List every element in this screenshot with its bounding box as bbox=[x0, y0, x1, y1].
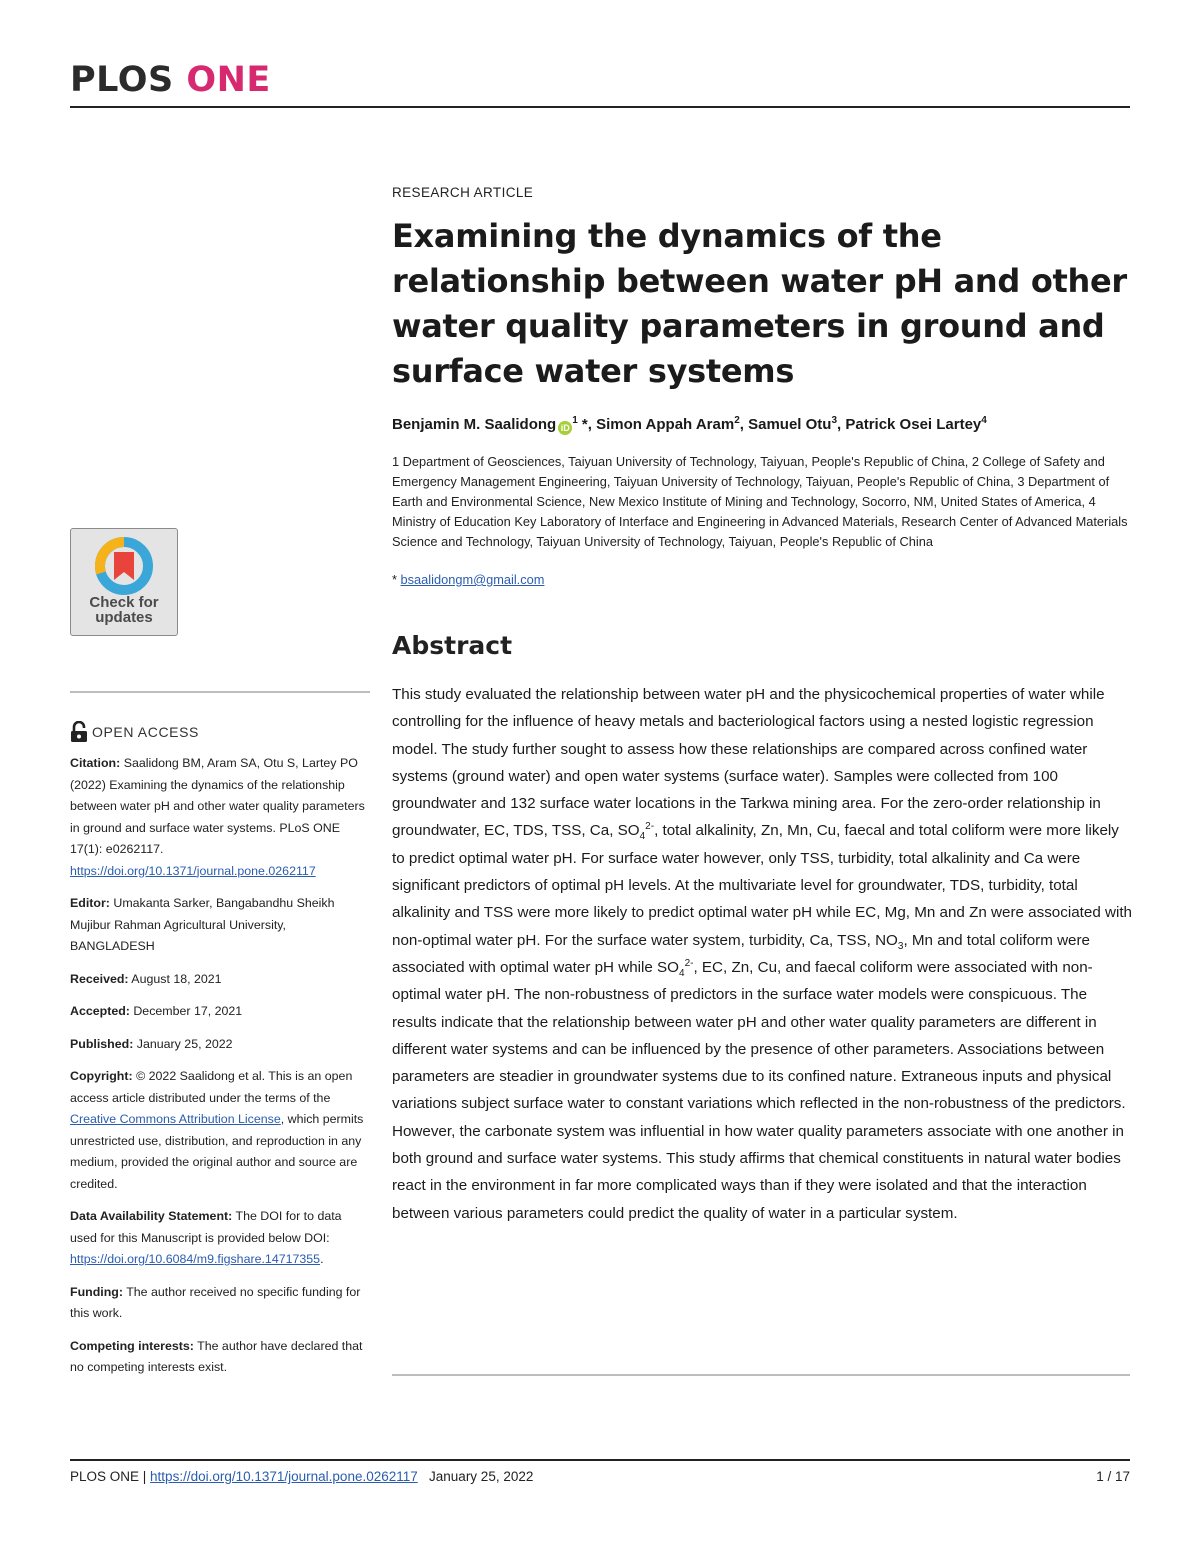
check-for-updates-badge[interactable] bbox=[70, 528, 178, 636]
published-date: Published: January 25, 2022 bbox=[70, 1036, 233, 1051]
footer-left: PLOS ONE | https://doi.org/10.1371/journal.pone.0262117 January 25, 2022 bbox=[70, 1469, 534, 1484]
footer-journal: PLOS ONE bbox=[70, 1469, 140, 1484]
check-for-updates-label: Check for updates bbox=[89, 594, 159, 626]
accepted-date: Accepted: December 17, 2021 bbox=[70, 1004, 243, 1018]
sidebar bbox=[70, 528, 370, 1379]
author-name[interactable]: Benjamin M. Saalidong bbox=[392, 416, 557, 433]
abstract-text: This study evaluated the relationship between water pH and the physicochemical properties of water while controlling for the influence of heavy metals and bacteriological factors using a nested logistic regression model. The study further sought to assess how these relationships are compared across confined water systems (ground water) and open water systems (surface water). Samples were collected from 100 groundwater and 132 surface water locations in the Tarkwa mining area. For the zero-order relationship in groundwater, EC, TDS, TSS, Ca, $SO_4^{2-}$, total alkalinity, Zn, Mn, Cu, faecal and total coliform were more likely to predict optimal water pH. For surface water however, only TSS, turbidity, total alkalinity and Ca were significant predictors of optimal pH levels. At the multivariate level for groundwater, TDS, turbidity, total alkalinity and TSS were more likely to predict optimal water pH while EC, Mg, Mn and Zn were associated with non-optimal water pH. For the surface water system, turbidity, Ca, TSS, $NO_3$, Mn and total coliform were associated with optimal water pH while $SO_4^{2-}$, EC, Zn, Cu, and faecal coliform were associated with non-optimal water pH. The non-robustness of predictors in the surface water models were conspicuous. The results indicate that the relationship between water pH and other water quality parameters are different in different water systems and can be influenced by the presence of other parameters. Associations between parameters are steadier in groundwater systems due to its confined nature. Extraneous inputs and physical variations subject surface water to constant variations which reflected in the non-robustness of the predictors. However, the carbonate system was influential in how water quality parameters associate with one another in both ground and surface water systems. This study affirms that chemical constituents in natural water bodies react in the environment in far more complicated ways than if they were isolated and that the interaction between various parameters could predict the quality of water in a particular system. bbox=[392, 686, 1132, 1222]
author-name[interactable]: Patrick Osei Lartey bbox=[845, 416, 982, 433]
affiliations: 1 Department of Geosciences, Taiyuan University of Technology, Taiyuan, People's Republic of China, 2 College of Safety and Emergency Management Engineering, Taiyuan University of Technology, Taiyuan, People's Republic of China, 3 Department of Earth and Environmental Science, New Mexico Institute of Mining and Technology, Socorro, NM, United States of America, 4 Ministry of Education Key Laboratory of Interface and Engineering in Advanced Materials, Research Center of Advanced Materials Science and Technology, Taiyuan University of Technology, Taiyuan, People's Republic of China bbox=[392, 454, 1128, 549]
open-access-badge bbox=[70, 721, 370, 743]
citation: Citation: Saalidong BM, Aram SA, Otu S, Lartey PO (2022) Examining the dynamics of the relationship between water pH and other water quality parameters in ground and surface water systems. PLoS ONE 17(1): e0262117. https://doi.org/10.1371/journal.pone.0262117 bbox=[70, 756, 365, 878]
license-link[interactable]: Creative Commons Attribution License bbox=[70, 1112, 281, 1126]
page-number: 1 / 17 bbox=[1096, 1469, 1130, 1484]
open-access-label: OPEN ACCESS bbox=[92, 724, 199, 740]
footer-date: January 25, 2022 bbox=[429, 1469, 534, 1484]
funding: Funding: The author received no specific funding for this work. bbox=[70, 1284, 361, 1320]
header-divider bbox=[70, 106, 1130, 108]
page-footer bbox=[70, 1468, 1130, 1486]
copyright: Copyright: © 2022 Saalidong et al. This is an open access article distributed under the terms of the Creative Commons Attribution License, which permits unrestricted use, distribution, and reproduction in any medium, provided the original author and source are credited. bbox=[70, 1069, 364, 1191]
author-name[interactable]: Simon Appah Aram bbox=[596, 416, 735, 433]
crossmark-icon bbox=[93, 535, 155, 597]
open-lock-icon bbox=[70, 721, 88, 743]
data-availability: Data Availability Statement: The DOI for to data used for this Manuscript is provided below DOI: https://doi.org/10.6084/m9.figshare.14717355. bbox=[70, 1209, 342, 1266]
corresponding-author: * bsaalidongm@gmail.com bbox=[392, 572, 545, 587]
editor: Editor: Umakanta Sarker, Bangabandhu Sheikh Mujibur Rahman Agricultural University, BANGLADESH bbox=[70, 896, 335, 953]
abstract-divider bbox=[392, 1374, 1130, 1376]
footer-divider bbox=[70, 1459, 1130, 1461]
article-title: Examining the dynamics of the relationship between water pH and other water quality parameters in ground and surface water systems bbox=[392, 217, 1127, 390]
sidebar-divider bbox=[70, 691, 370, 693]
footer-doi-link[interactable]: https://doi.org/10.1371/journal.pone.0262117 bbox=[150, 1469, 418, 1484]
article-main bbox=[392, 180, 1132, 1227]
competing-interests: Competing interests: The author have declared that no competing interests exist. bbox=[70, 1338, 363, 1374]
author-list: Benjamin M. Saalidong $iD^1$ *, Simon Appah Aram$^2$, Samuel Otu$^3$, Patrick Osei Lartey$^4$ bbox=[392, 415, 987, 433]
logo-one: ONE bbox=[186, 60, 271, 100]
citation-doi-link[interactable]: https://doi.org/10.1371/journal.pone.0262117 bbox=[70, 863, 316, 878]
received-date: Received: August 18, 2021 bbox=[70, 971, 222, 986]
data-doi-link[interactable]: https://doi.org/10.6084/m9.figshare.14717355 bbox=[70, 1252, 321, 1266]
article-type: RESEARCH ARTICLE bbox=[392, 185, 534, 200]
logo-plos: PLOS bbox=[70, 60, 174, 100]
journal-logo bbox=[70, 60, 271, 100]
author-name[interactable]: Samuel Otu bbox=[748, 416, 832, 433]
abstract-heading: Abstract bbox=[392, 631, 513, 660]
email-link[interactable]: bsaalidongm@gmail.com bbox=[400, 572, 545, 587]
orcid-icon[interactable]: iD bbox=[558, 421, 572, 435]
